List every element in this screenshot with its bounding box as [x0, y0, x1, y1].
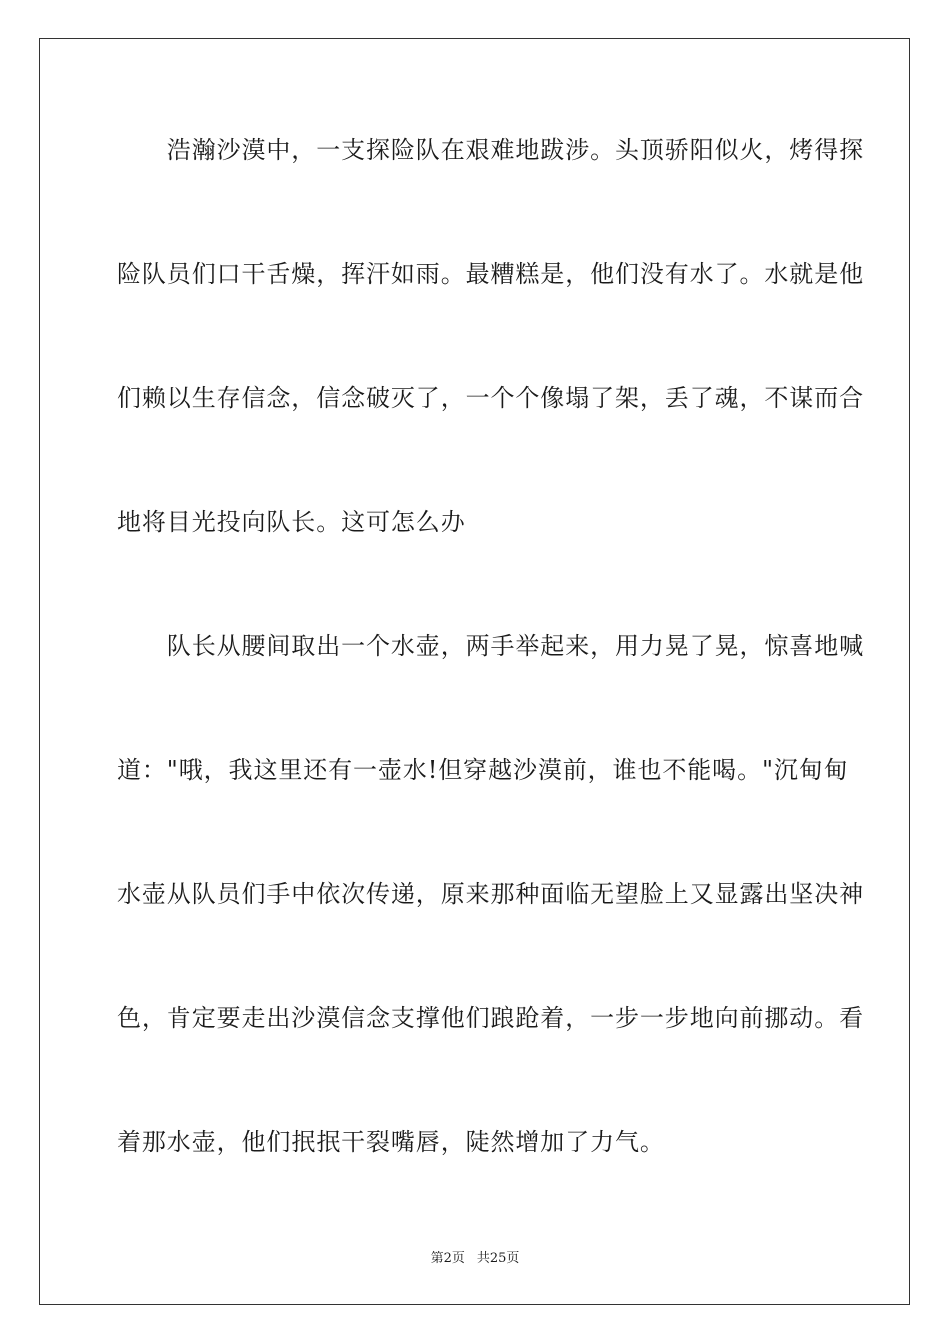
- paragraph-1-line-1: 浩瀚沙漠中，一支探险队在艰难地跋涉。头顶骄阳似火，烤得探: [117, 136, 864, 164]
- page-footer: [0, 1247, 950, 1266]
- page-total: 共25页: [476, 1251, 520, 1266]
- paragraph-2-line-5: 着那水壶，他们抿抿干裂嘴唇，陡然增加了力气。: [117, 1128, 665, 1156]
- paragraph-2-line-3: 水壶从队员们手中依次传递，原来那种面临无望脸上又显露出坚决神: [117, 880, 864, 908]
- paragraph-1-line-4: 地将目光投向队长。这可怎么办: [117, 508, 466, 536]
- page-number: 第2页: [430, 1251, 465, 1266]
- page-border: [39, 38, 910, 1305]
- paragraph-1-line-3: 们赖以生存信念，信念破灭了，一个个像塌了架，丢了魂，不谋而合: [117, 384, 864, 412]
- paragraph-2-line-1: 队长从腰间取出一个水壶，两手举起来，用力晃了晃，惊喜地喊: [117, 632, 864, 660]
- paragraph-1-line-2: 险队员们口干舌燥，挥汗如雨。最糟糕是，他们没有水了。水就是他: [117, 260, 864, 288]
- paragraph-2-line-4: 色，肯定要走出沙漠信念支撑他们踉跄着，一步一步地向前挪动。看: [117, 1004, 864, 1032]
- paragraph-2-line-2: 道："哦，我这里还有一壶水!但穿越沙漠前，谁也不能喝。"沉甸甸: [117, 756, 849, 784]
